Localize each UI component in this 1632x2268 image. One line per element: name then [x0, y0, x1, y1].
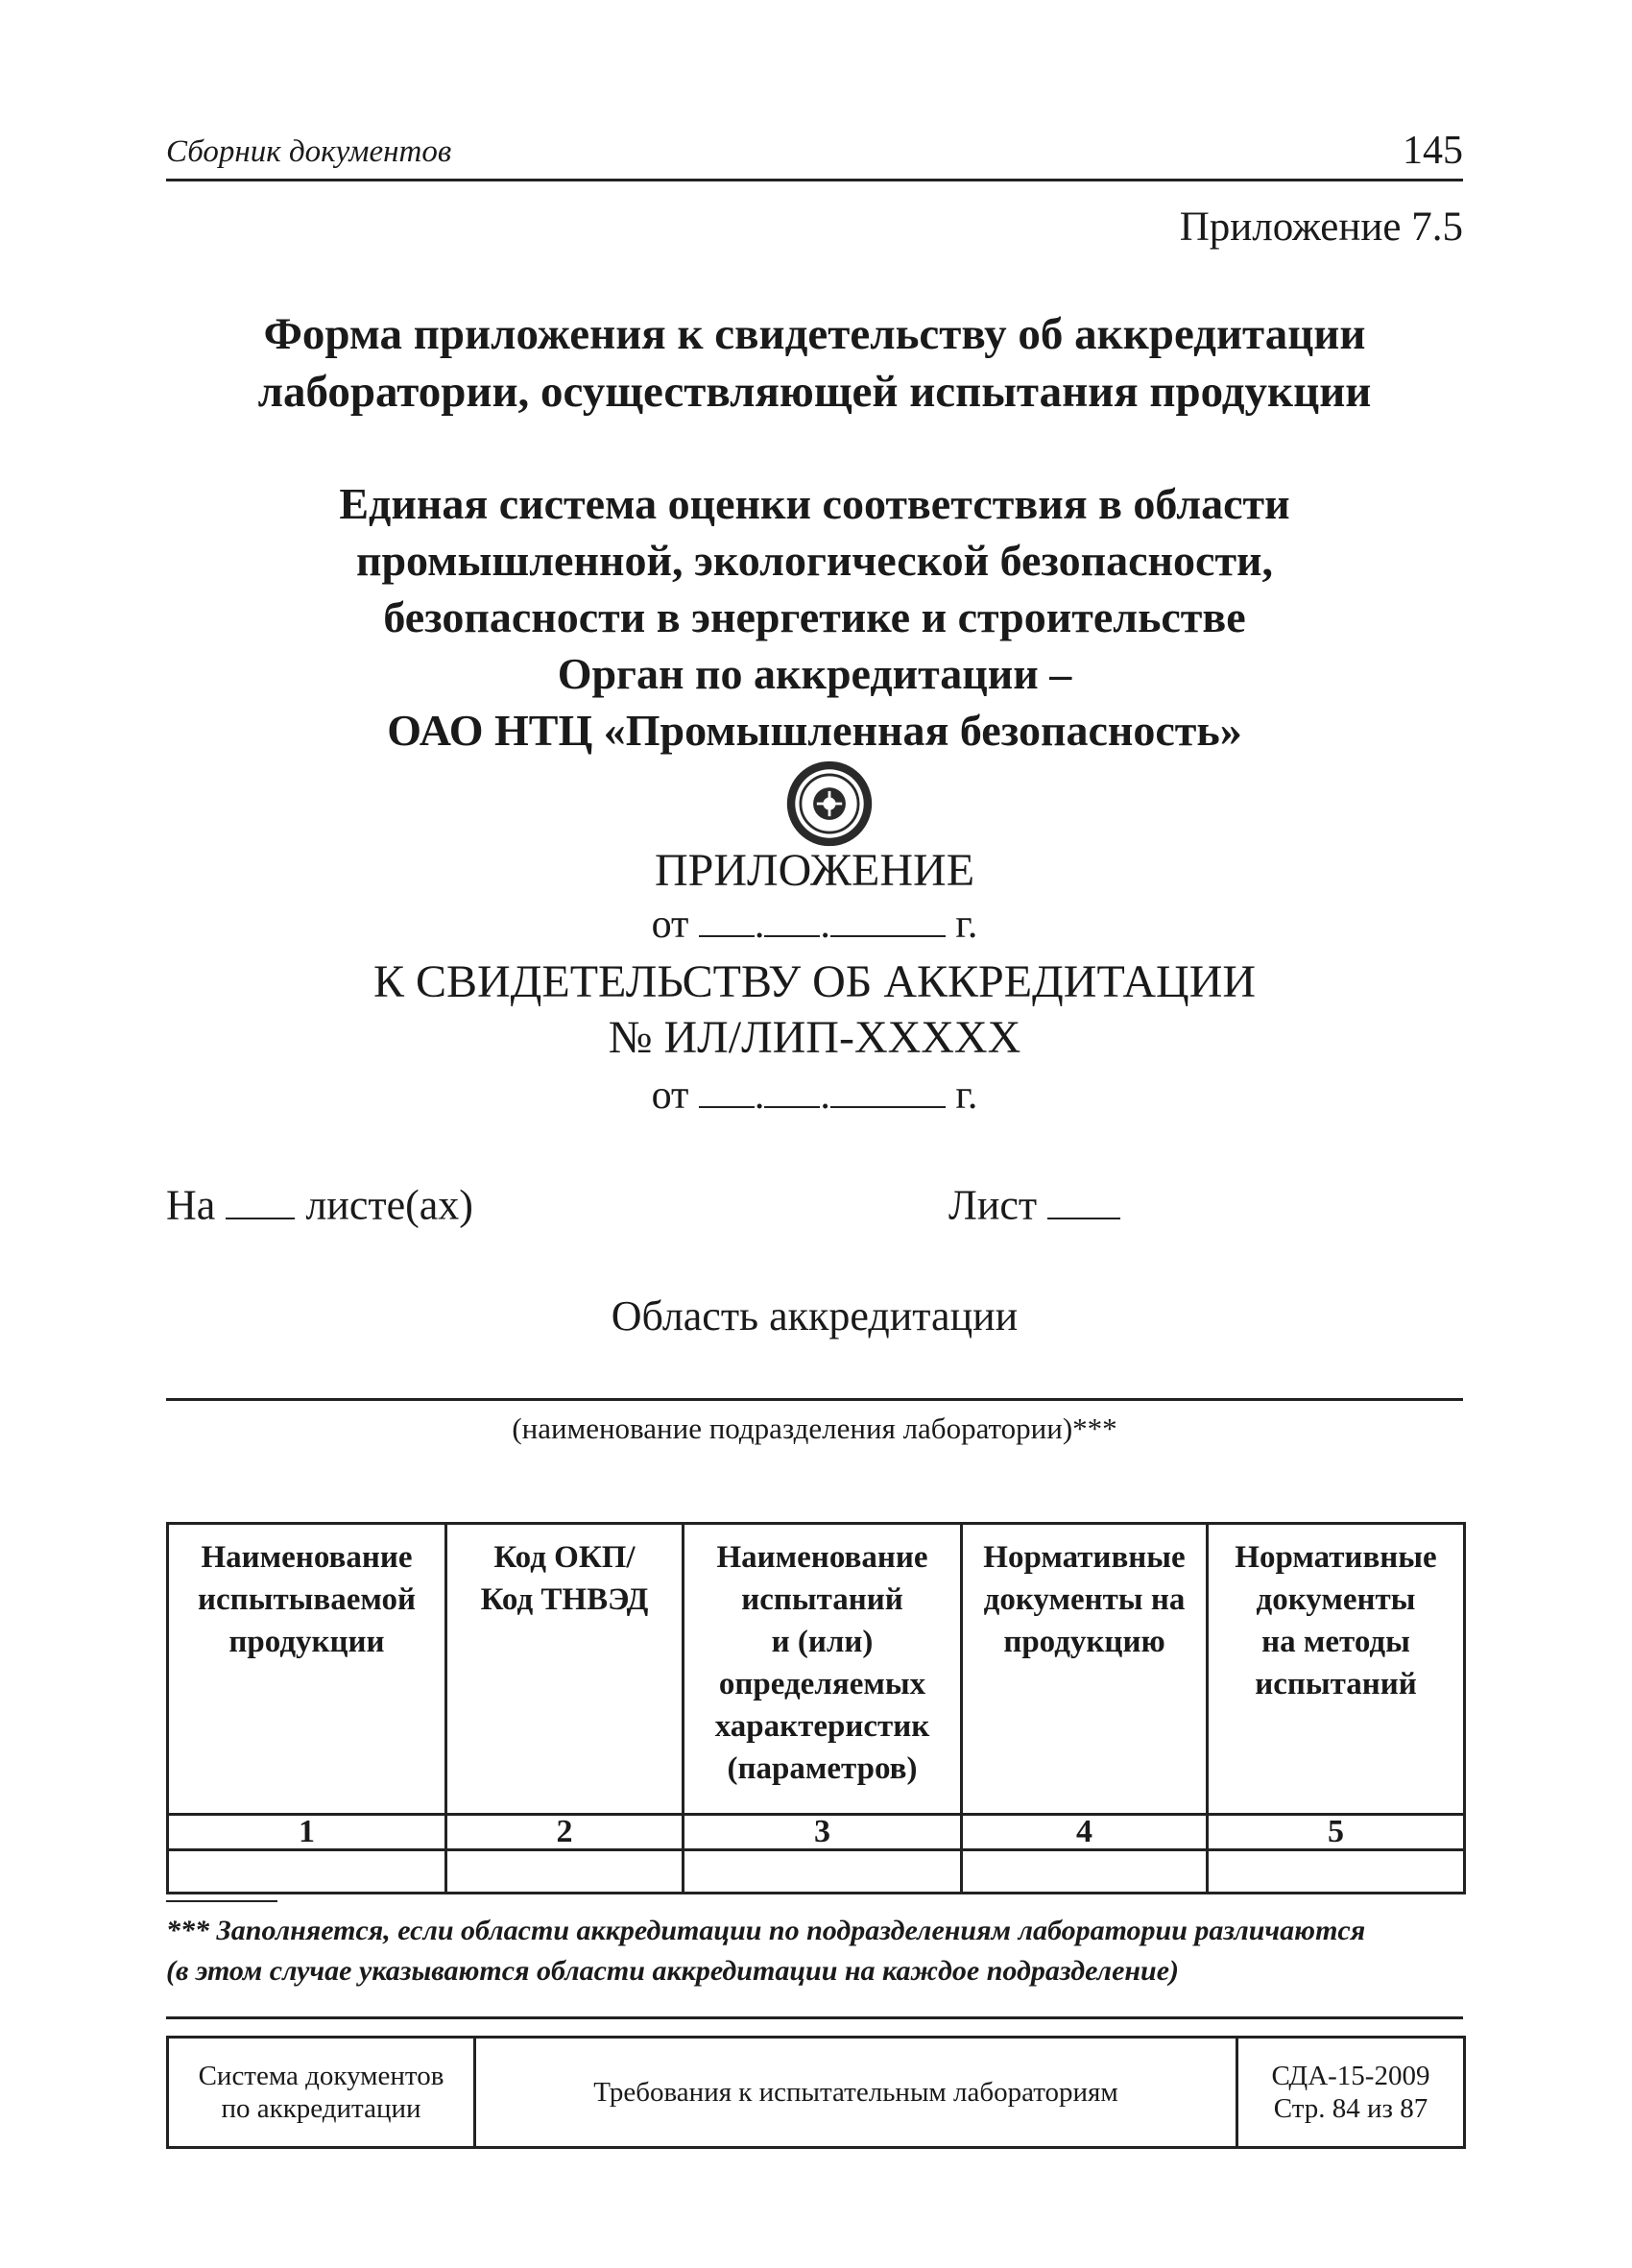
division-name-blank[interactable] [166, 1398, 1463, 1401]
header-text: и (или) [771, 1625, 874, 1659]
column-number: 4 [962, 1815, 1208, 1850]
accreditation-body-name: ОАО НТЦ «Промышленная безопасность» [387, 706, 1242, 755]
date-day-blank[interactable] [699, 899, 755, 937]
table-cell[interactable] [168, 1850, 446, 1894]
header-product-docs [962, 1524, 1208, 1815]
accreditation-body-line: Орган по аккредитации – [557, 649, 1072, 698]
footer-doc-code: СДА-15-2009 [1271, 2061, 1430, 2091]
certificate-date [166, 1070, 1463, 1120]
header-text: Нормативные [1235, 1540, 1437, 1575]
header-text: испытаний [1255, 1667, 1417, 1701]
table-cell[interactable] [1208, 1850, 1465, 1894]
system-line: Единая система оценки соответствия в области [339, 479, 1290, 528]
date-suffix: г. [955, 902, 978, 947]
header-text: Нормативные [983, 1540, 1186, 1575]
date-prefix: от [651, 1073, 689, 1118]
footer-page: Стр. 84 из 87 [1273, 2093, 1428, 2124]
header-code [446, 1524, 684, 1815]
header-text: Наименование [716, 1540, 928, 1575]
document-footer [166, 2036, 1466, 2149]
form-title [166, 305, 1463, 421]
date-separator: . [820, 902, 830, 947]
header-method-docs [1208, 1524, 1465, 1815]
attachment-date [166, 899, 1463, 949]
date-day-blank[interactable] [699, 1070, 755, 1108]
system-line: промышленной, экологической безопасности, [355, 536, 1274, 585]
table-cell[interactable] [962, 1850, 1208, 1894]
header-text: Наименование [201, 1540, 413, 1575]
footer-system [168, 2038, 475, 2148]
sheets-count [166, 1179, 473, 1230]
date-suffix: г. [955, 1073, 978, 1118]
form-title-line: лаборатории, осуществляющей испытания продукции [257, 367, 1372, 417]
footnote [166, 1911, 1481, 1991]
sheet-number-blank[interactable] [1047, 1179, 1120, 1219]
footer-code [1237, 2038, 1465, 2148]
header-text: на методы [1261, 1625, 1410, 1659]
table-row [168, 1850, 1465, 1894]
footnote-line: *** Заполняется, если области аккредитации по подразделениям лаборатории различаются [166, 1915, 1366, 1946]
footnote-rule [166, 1900, 277, 1902]
scope-title: Область аккредитации [611, 1292, 1019, 1339]
table-cell[interactable] [446, 1850, 684, 1894]
footer-rule [166, 2016, 1463, 2019]
header-text: документы на [983, 1582, 1186, 1617]
attachment-heading: ПРИЛОЖЕНИЕ [654, 845, 975, 896]
date-month-blank[interactable] [764, 1070, 820, 1108]
table-cell[interactable] [684, 1850, 962, 1894]
sheets-suffix: листе(ах) [305, 1181, 473, 1229]
emblem-seal-icon [784, 759, 875, 849]
system-line: безопасности в энергетике и строительстве [383, 592, 1246, 641]
form-title-line: Форма приложения к свидетельству об аккредитации [263, 309, 1366, 359]
date-separator: . [754, 902, 765, 947]
header-tests [684, 1524, 962, 1815]
scope-table [166, 1522, 1466, 1894]
column-number: 1 [168, 1815, 446, 1850]
column-number: 3 [684, 1815, 962, 1850]
footer-title: Требования к испытательным лабораториям [475, 2038, 1237, 2148]
header-product [168, 1524, 446, 1815]
footer-system-line: Система документов [198, 2061, 444, 2091]
header-rule [166, 179, 1463, 181]
column-number: 2 [446, 1815, 684, 1850]
attachment-block [166, 843, 1463, 1120]
column-number-row [168, 1815, 1465, 1850]
to-certificate-heading: К СВИДЕТЕЛЬСТВУ ОБ АККРЕДИТАЦИИ [372, 955, 1257, 1007]
header-text: продукцию [1003, 1625, 1165, 1659]
date-year-blank[interactable] [830, 1070, 946, 1108]
appendix-label: Приложение 7.5 [1179, 205, 1463, 250]
header-text: документы [1256, 1582, 1416, 1617]
date-month-blank[interactable] [764, 899, 820, 937]
division-caption: (наименование подразделения лаборатории)*** [512, 1411, 1117, 1445]
header-text: определяемых [718, 1667, 926, 1701]
header-text: Код ТНВЭД [480, 1582, 649, 1617]
system-block [166, 475, 1463, 759]
footer-system-line: по аккредитации [221, 2093, 421, 2124]
date-separator: . [754, 1073, 765, 1118]
header-text: испытаний [741, 1582, 903, 1617]
header-text: Код ОКП/ [493, 1540, 636, 1575]
date-prefix: от [651, 902, 689, 947]
header-text: характеристик [714, 1709, 930, 1744]
column-number: 5 [1208, 1815, 1465, 1850]
sheet-label: Лист [948, 1181, 1038, 1229]
page-number: 145 [1403, 129, 1463, 173]
footnote-line: (в этом случае указываются области аккредитации на каждое подразделение) [166, 1955, 1180, 1987]
certificate-number: № ИЛ/ЛИП-XXXXX [608, 1011, 1021, 1063]
date-separator: . [820, 1073, 830, 1118]
header-text: (параметров) [727, 1751, 918, 1786]
sheets-count-blank[interactable] [226, 1179, 295, 1219]
date-year-blank[interactable] [830, 899, 946, 937]
sheets-prefix: На [166, 1181, 216, 1229]
table-header-row [168, 1524, 1465, 1815]
running-header-title: Сборник документов [166, 134, 452, 169]
sheet-number [948, 1179, 1120, 1230]
header-text: испытываемой [198, 1582, 416, 1617]
header-text: продукции [228, 1625, 385, 1659]
